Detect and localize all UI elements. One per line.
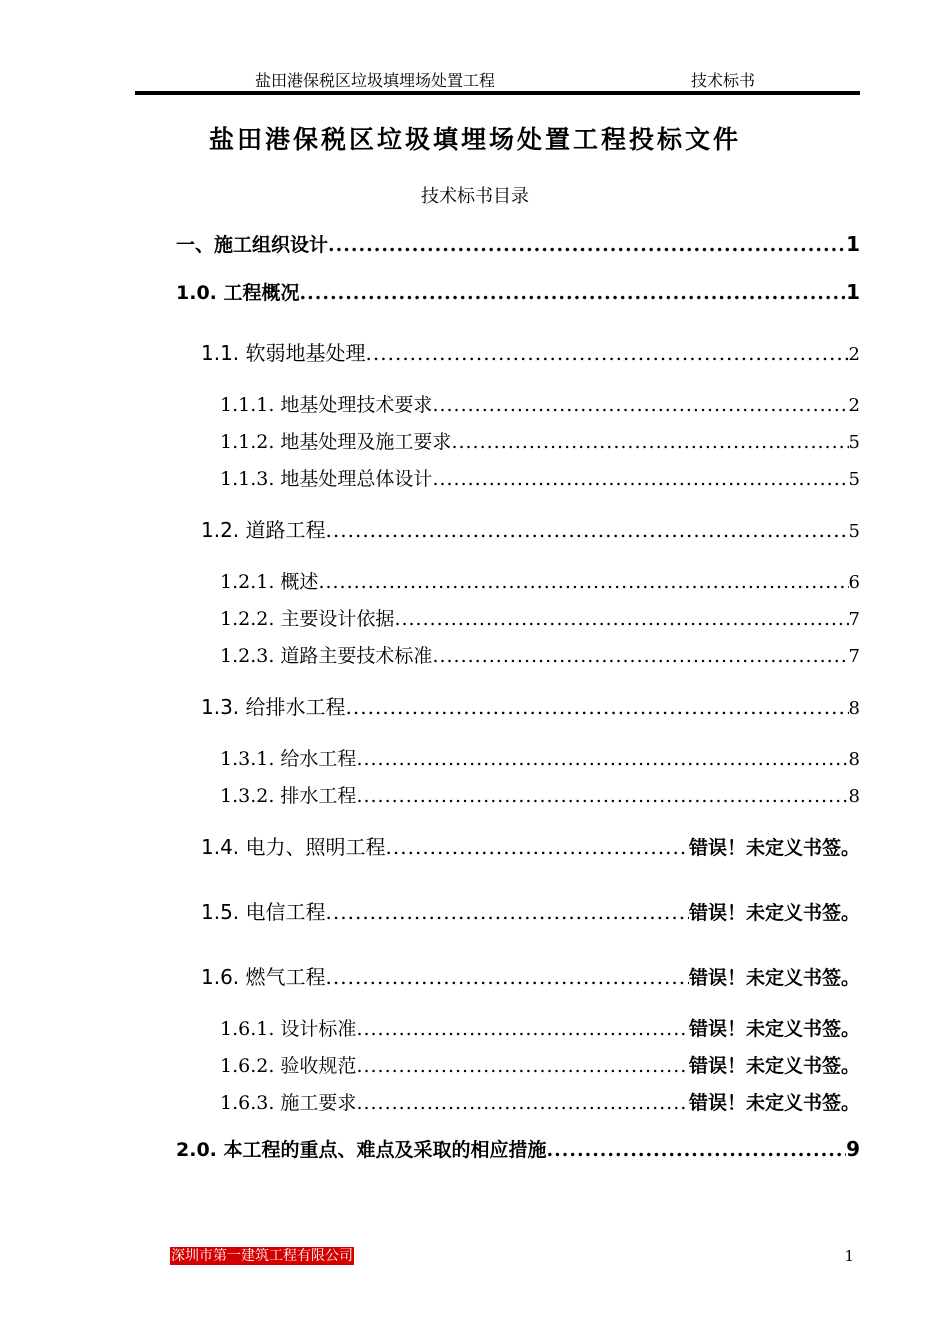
toc-entry-error: 错误！未定义书签。 — [688, 902, 860, 924]
toc-leader — [346, 695, 849, 719]
toc-entry-error: 错误！未定义书签。 — [688, 837, 860, 859]
toc-entry-label: 1.1.2. 地基处理及施工要求 — [220, 431, 452, 453]
toc-entry-error: 错误！未定义书签。 — [688, 1092, 860, 1114]
toc-entry-label: 1.3. 给排水工程 — [201, 695, 346, 719]
toc-entry[interactable] — [176, 1135, 860, 1162]
toc-entry-page: 7 — [848, 609, 860, 630]
toc-leader — [451, 431, 848, 453]
toc-entry[interactable] — [176, 278, 860, 305]
toc-entry-page: 6 — [848, 572, 860, 593]
toc-entry-label: 1.5. 电信工程 — [201, 900, 326, 924]
toc-entry[interactable] — [220, 1088, 860, 1115]
header-rule — [135, 91, 860, 95]
toc-entry[interactable] — [220, 781, 860, 808]
toc-entry-error: 错误！未定义书签。 — [688, 1055, 860, 1077]
toc-entry-label: 1.3.1. 给水工程 — [220, 748, 357, 770]
header-section-label: 技术标书 — [691, 71, 756, 90]
toc-entry-label: 1.4. 电力、照明工程 — [201, 835, 386, 859]
toc-entry-page: 8 — [848, 786, 860, 807]
toc-entry-label: 1.6. 燃气工程 — [201, 965, 326, 989]
toc-entry[interactable] — [201, 831, 860, 860]
toc-entry-label: 1.6.1. 设计标准 — [220, 1018, 357, 1040]
toc-entry[interactable] — [176, 230, 860, 257]
toc-leader — [386, 835, 689, 859]
toc-entry[interactable] — [201, 691, 860, 720]
toc-entry-page: 5 — [848, 469, 860, 490]
toc-entry-page: 5 — [848, 521, 860, 542]
toc-entry[interactable] — [220, 427, 860, 454]
toc-leader — [366, 341, 849, 365]
toc-entry-page: 9 — [846, 1137, 860, 1161]
toc-leader — [432, 394, 848, 416]
toc-entry-page: 5 — [848, 432, 860, 453]
toc-entry-label: 一、施工组织设计 — [176, 234, 329, 256]
toc-entry[interactable] — [220, 464, 860, 491]
toc-leader — [318, 571, 848, 593]
toc-entry-error: 错误！未定义书签。 — [688, 1018, 860, 1040]
toc-leader — [432, 645, 848, 667]
toc-entry[interactable] — [201, 514, 860, 543]
page-footer — [170, 1247, 860, 1267]
toc-leader — [328, 234, 846, 256]
footer-page-number: 1 — [844, 1247, 854, 1265]
toc-entry-label: 1.1. 软弱地基处理 — [201, 341, 366, 365]
toc-leader — [394, 608, 848, 630]
toc-entry-label: 1.1.1. 地基处理技术要求 — [220, 394, 433, 416]
toc-entry-label: 1.3.2. 排水工程 — [220, 785, 357, 807]
toc-entry[interactable] — [220, 744, 860, 771]
toc-entry[interactable] — [220, 390, 860, 417]
toc-leader — [356, 785, 848, 807]
header-project-title: 盐田港保税区垃圾填埋场处置工程 — [255, 71, 496, 90]
toc-leader — [326, 518, 849, 542]
toc-entry-page: 8 — [848, 698, 860, 719]
toc-entry-page: 7 — [848, 646, 860, 667]
toc-leader — [326, 900, 689, 924]
page-header — [135, 64, 860, 94]
toc-entry-page: 2 — [848, 395, 860, 416]
toc-leader — [356, 748, 848, 770]
toc-entry[interactable] — [220, 641, 860, 668]
toc-entry-page: 2 — [848, 344, 860, 365]
toc-entry-label: 1.6.3. 施工要求 — [220, 1092, 357, 1114]
toc-entry-label: 1.1.3. 地基处理总体设计 — [220, 468, 433, 490]
toc-leader — [356, 1092, 689, 1114]
toc-leader — [356, 1055, 689, 1077]
toc-entry-error: 错误！未定义书签。 — [688, 967, 860, 989]
toc-entry-label: 2.0. 本工程的重点、难点及采取的相应措施 — [176, 1139, 547, 1161]
toc-entry-label: 1.6.2. 验收规范 — [220, 1055, 357, 1077]
toc-entry[interactable] — [220, 1051, 860, 1078]
toc-leader — [326, 965, 689, 989]
toc-entry-label: 1.2.3. 道路主要技术标准 — [220, 645, 433, 667]
toc-entry[interactable] — [220, 604, 860, 631]
toc-entry-label: 1.0. 工程概况 — [176, 282, 300, 304]
toc-entry[interactable] — [201, 896, 860, 925]
toc-leader — [356, 1018, 689, 1040]
footer-company-name: 深圳市第一建筑工程有限公司 — [171, 1248, 353, 1264]
toc-heading: 技术标书目录 — [421, 186, 529, 207]
toc-entry-label: 1.2.2. 主要设计依据 — [220, 608, 395, 630]
toc-entry[interactable] — [201, 961, 860, 990]
toc-leader — [547, 1139, 847, 1161]
toc-leader — [300, 282, 847, 304]
toc-entry[interactable] — [220, 567, 860, 594]
toc-entry-page: 1 — [846, 232, 860, 256]
toc-entry[interactable] — [201, 337, 860, 366]
document-title: 盐田港保税区垃圾填埋场处置工程投标文件 — [208, 125, 741, 154]
toc-entry[interactable] — [220, 1014, 860, 1041]
toc-entry-page: 1 — [846, 280, 860, 304]
toc-entry-label: 1.2.1. 概述 — [220, 571, 319, 593]
toc-leader — [432, 468, 848, 490]
toc-entry-label: 1.2. 道路工程 — [201, 518, 326, 542]
toc-entry-page: 8 — [848, 749, 860, 770]
